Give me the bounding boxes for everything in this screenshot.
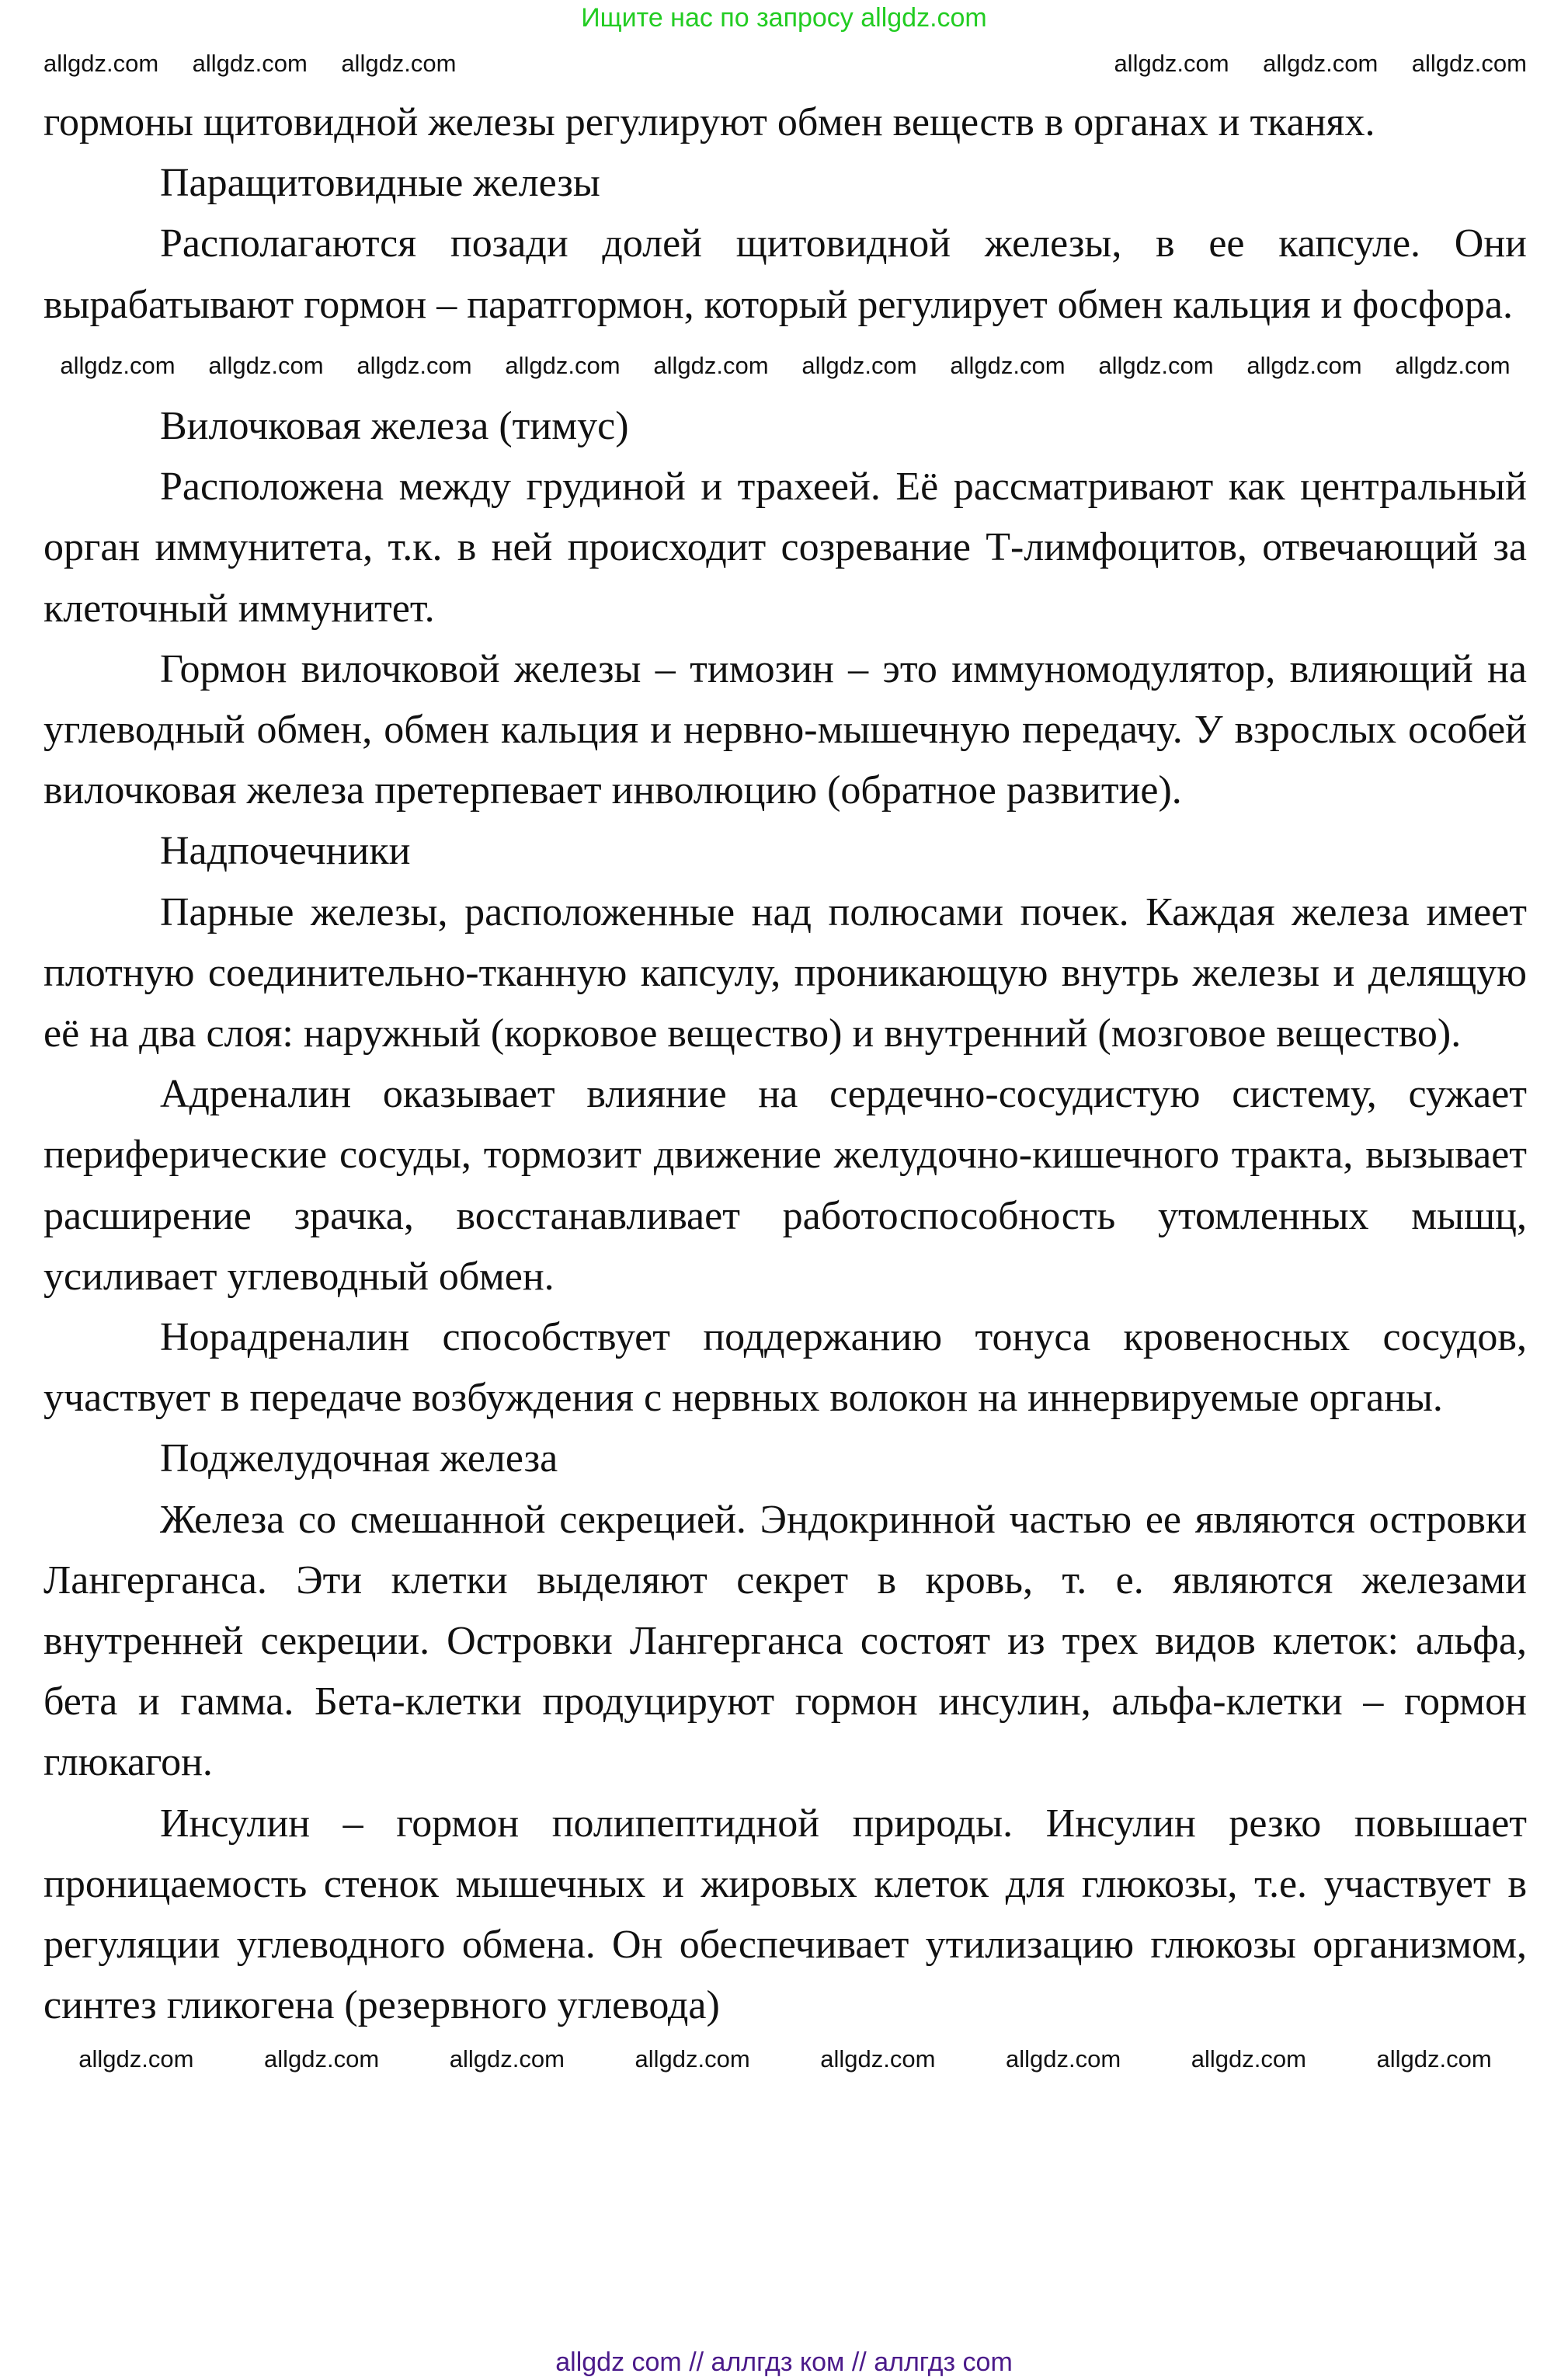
paragraph: Гормон вилочковой железы – тимозин – это иммуномодулятор, влияющий на углеводный обмен, обмен кальция и нервно-мышечную передачу. У взрослых особей вилочковая железа претерпевает инволюцию (обратное развитие). <box>43 646 1527 813</box>
watermark: allgdz.com <box>1006 2045 1121 2073</box>
section-heading: Поджелудочная железа <box>160 1436 558 1481</box>
watermark: allgdz.com <box>950 351 1066 379</box>
watermark: allgdz.com <box>449 2045 565 2073</box>
watermark: allgdz.com <box>820 2045 936 2073</box>
watermark: allgdz.com <box>78 2045 194 2073</box>
watermark: allgdz.com <box>1411 50 1527 77</box>
blank-line <box>43 336 1527 396</box>
watermark: allgdz.com <box>1191 2045 1306 2073</box>
paragraph: Адреналин оказывает влияние на сердечно-сосудистую систему, сужает периферические сосуды, тормозит движение желудочно-кишечного тракта, вызывает расширение зрачка, восстанавливает работоспособность утомленных мышц, усиливает углеводный обмен. <box>43 1072 1527 1299</box>
watermark: allgdz.com <box>208 351 324 379</box>
section-heading: Вилочковая железа (тимус) <box>160 404 629 448</box>
watermark: allgdz.com <box>264 2045 380 2073</box>
paragraph: Расположена между грудиной и трахеей. Её рассматривают как центральный орган иммунитета, т.к. в ней происходит созревание Т-лимфоцитов, отвечающий за клеточный иммунитет. <box>43 465 1527 631</box>
watermark: allgdz.com <box>1246 351 1362 379</box>
section-heading: Надпочечники <box>160 829 411 874</box>
paragraph: гормоны щитовидной железы регулируют обмен веществ в органах и тканях. <box>43 100 1375 144</box>
watermark: allgdz.com <box>341 50 457 77</box>
watermark: allgdz.com <box>1114 50 1229 77</box>
paragraph: Инсулин – гормон полипептидной природы. Инсулин резко повышает проницаемость стенок мышечных и жировых клеток для глюкозы, т.е. участвует в регуляции углеводного обмена. Он обеспечивает утилизацию глюкозы организмом, синтез гликогена (резервного углевода) <box>43 1801 1527 2028</box>
watermark: allgdz.com <box>653 351 769 379</box>
watermark: allgdz.com <box>635 2045 750 2073</box>
search-banner: Ищите нас по запросу allgdz.com <box>581 3 987 33</box>
watermark-row-bottom <box>43 2036 1527 2083</box>
watermark: allgdz.com <box>505 351 621 379</box>
watermark: allgdz.com <box>192 50 308 77</box>
watermark: allgdz.com <box>1376 2045 1492 2073</box>
watermark: allgdz.com <box>801 351 917 379</box>
watermark: allgdz.com <box>1098 351 1214 379</box>
watermark: allgdz.com <box>43 50 159 77</box>
paragraph: Норадреналин способствует поддержанию тонуса кровеносных сосудов, участвует в передаче возбуждения с нервных волокон на иннервируемые органы. <box>43 1315 1527 1421</box>
watermark: allgdz.com <box>60 351 176 379</box>
watermark: allgdz.com <box>356 351 472 379</box>
paragraph: Располагаются позади долей щитовидной железы, в ее капсуле. Они вырабатывают гормон – паратгормон, который регулирует обмен кальция и фосфора. <box>43 221 1527 327</box>
watermark: allgdz.com <box>1395 351 1511 379</box>
watermark: allgdz.com <box>1263 50 1379 77</box>
section-heading: Паращитовидные железы <box>160 161 600 206</box>
paragraph: Парные железы, расположенные над полюсами почек. Каждая железа имеет плотную соединительно-тканную капсулу, проникающую внутрь железы и делящую её на два слоя: наружный (корковое вещество) и внутренний (мозговое вещество). <box>43 889 1527 1056</box>
paragraph: Железа со смешанной секрецией. Эндокринной частью ее являются островки Лангерганса. Эти клетки выделяют секрет в кровь, т. е. являются железами внутренней секреции. Островки Лангерганса состоят из трех видов клеток: альфа, бета и гамма. Бета-клетки продуцируют гормон инсулин, альфа-клетки – гормон глюкагон. <box>43 1497 1527 1785</box>
document-body <box>43 92 1527 2083</box>
footer-banner: allgdz com // аллгдз ком // аллгдз com <box>555 2347 1013 2377</box>
watermark-row-top <box>43 50 1527 78</box>
